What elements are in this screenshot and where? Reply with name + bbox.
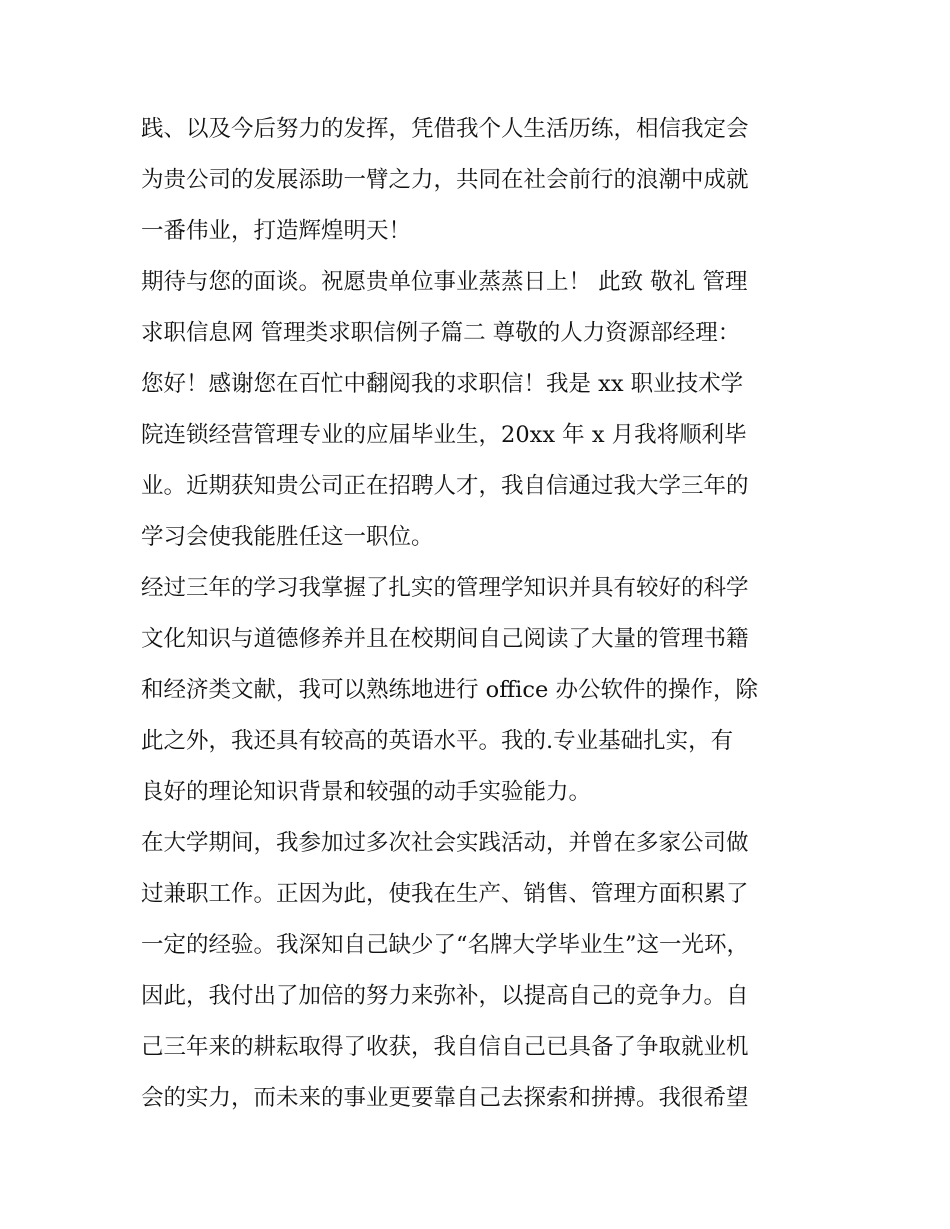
text-line: 因此，我付出了加倍的努力来弥补，以提高自己的竞争力。自 (141, 983, 749, 1009)
text-line: 学习会使我能胜任这一职位。 (141, 524, 434, 550)
text-line: 经过三年的学习我掌握了扎实的管理学知识并具有较好的科学 (141, 575, 749, 601)
text-line: 己三年来的耕耘取得了收获，我自信自己已具备了争取就业机 (141, 1034, 749, 1060)
text-line: 院连锁经营管理专业的应届毕业生，20xx 年 x 月我将顺利毕 (141, 422, 747, 448)
text-line: 文化知识与道德修养并且在校期间自己阅读了大量的管理书籍 (141, 626, 749, 652)
text-line: 践、以及今后努力的发挥，凭借我个人生活历练，相信我定会 (141, 116, 749, 142)
text-line: 业。近期获知贵公司正在招聘人才，我自信通过我大学三年的 (141, 473, 749, 499)
text-line: 您好！感谢您在百忙中翻阅我的求职信！我是 xx 职业技术学 (141, 371, 744, 397)
text-line: 此之外，我还具有较高的英语水平。我的.专业基础扎实，有 (141, 728, 734, 754)
letter-body (141, 104, 821, 1124)
text-line: 一定的经验。我深知自己缺少了“名牌大学毕业生”这一光环， (141, 932, 750, 958)
text-line: 在大学期间，我参加过多次社会实践活动，并曾在多家公司做 (141, 830, 749, 856)
text-line: 期待与您的面谈。祝愿贵单位事业蒸蒸日上！ 此致 敬礼 管理 (141, 269, 748, 295)
text-line: 会的实力，而未来的事业更要靠自己去探索和拼搏。我很希望 (141, 1085, 749, 1111)
text-line: 求职信息网 管理类求职信例子篇二 尊敬的人力资源部经理： (141, 320, 741, 346)
text-line: 过兼职工作。正因为此，使我在生产、销售、管理方面积累了 (141, 881, 749, 907)
text-line: 良好的理论知识背景和较强的动手实验能力。 (141, 779, 592, 805)
text-line: 一番伟业，打造辉煌明天！ (141, 218, 412, 244)
text-line: 和经济类文献，我可以熟练地进行 office 办公软件的操作，除 (141, 677, 758, 703)
text-line: 为贵公司的发展添助一臂之力，共同在社会前行的浪潮中成就 (141, 167, 749, 193)
